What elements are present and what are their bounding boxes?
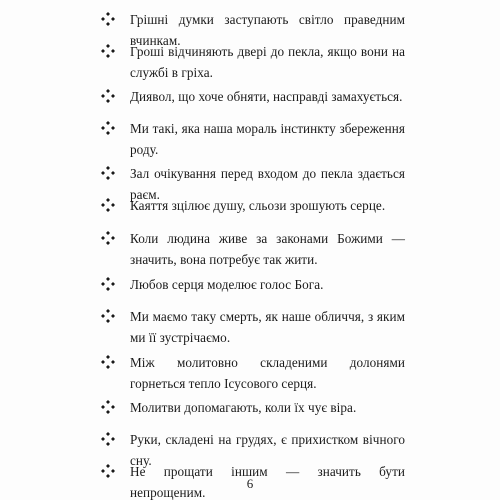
- aphorism-text: Між молитовно складеними долонями горнеться тепло Ісусового серця.: [130, 355, 405, 391]
- aphorism-text: Каяття зцілює душу, сльози зрошують серце.: [130, 198, 386, 213]
- aphorism-text: Гроші відчиняють двері до пекла, якщо вони на службі в гріха.: [130, 44, 405, 80]
- four-diamond-ornament-icon: [101, 355, 115, 369]
- four-diamond-ornament-icon: [101, 89, 115, 103]
- four-diamond-ornament-icon: [101, 309, 115, 323]
- aphorism-text: Ми такі, яка наша мораль інстинкту збереження роду.: [130, 121, 405, 157]
- aphorism-text: Не прощати іншим — значить бути непрощеним.: [130, 464, 405, 500]
- four-diamond-ornament-icon: [101, 121, 115, 135]
- four-diamond-ornament-icon: [101, 231, 115, 245]
- aphorism-text: Ми маємо таку смерть, як наше обличчя, з яким ми її зустрічаємо.: [130, 309, 405, 345]
- four-diamond-ornament-icon: [101, 400, 115, 414]
- aphorism-text: Коли людина живе за законами Божими — значить, вона потребує так жити.: [130, 231, 405, 267]
- page-number: 6: [246, 476, 254, 491]
- four-diamond-ornament-icon: [101, 166, 115, 180]
- four-diamond-ornament-icon: [101, 44, 115, 58]
- aphorism-text: Грішні думки заступають світло праведним вчинкам.: [130, 12, 405, 48]
- four-diamond-ornament-icon: [101, 198, 115, 212]
- aphorism-text: Диявол, що хоче обняти, насправді замахується.: [130, 89, 403, 104]
- four-diamond-ornament-icon: [101, 277, 115, 291]
- four-diamond-ornament-icon: [101, 432, 115, 446]
- aphorism-text: Руки, складені на грудях, є прихистком вічного сну.: [130, 432, 405, 468]
- four-diamond-ornament-icon: [101, 12, 115, 26]
- aphorism-text: Зал очікування перед входом до пекла здається раєм.: [130, 166, 405, 202]
- aphorism-text: Молитви допомагають, коли їх чує віра.: [130, 400, 357, 415]
- aphorism-text: Любов серця моделює голос Бога.: [130, 277, 324, 292]
